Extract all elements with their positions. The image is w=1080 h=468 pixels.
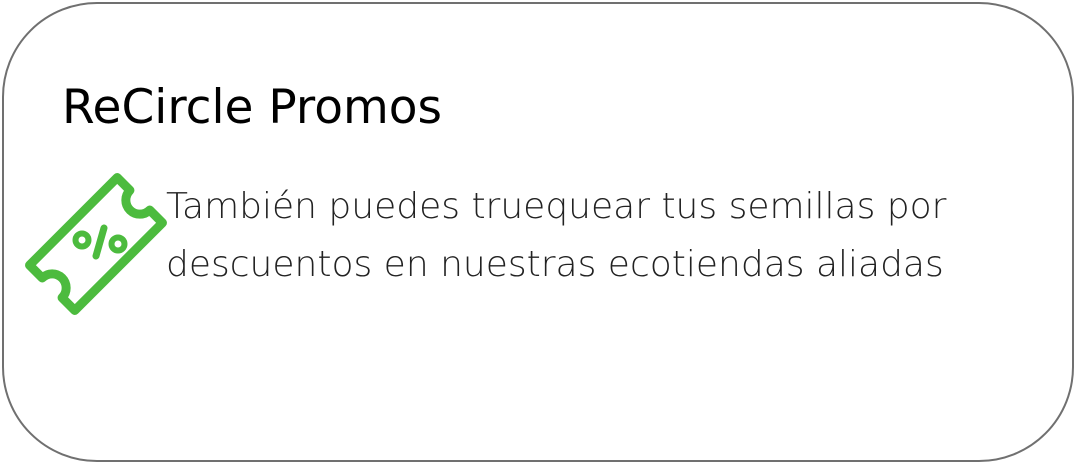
discount-ticket-icon xyxy=(16,164,176,324)
card-description: También puedes truequear tus semillas por descuentos en nuestras ecotiendas aliadas xyxy=(166,186,947,285)
card-title: ReCircle Promos xyxy=(62,80,442,135)
promo-card[interactable] xyxy=(2,2,1074,462)
